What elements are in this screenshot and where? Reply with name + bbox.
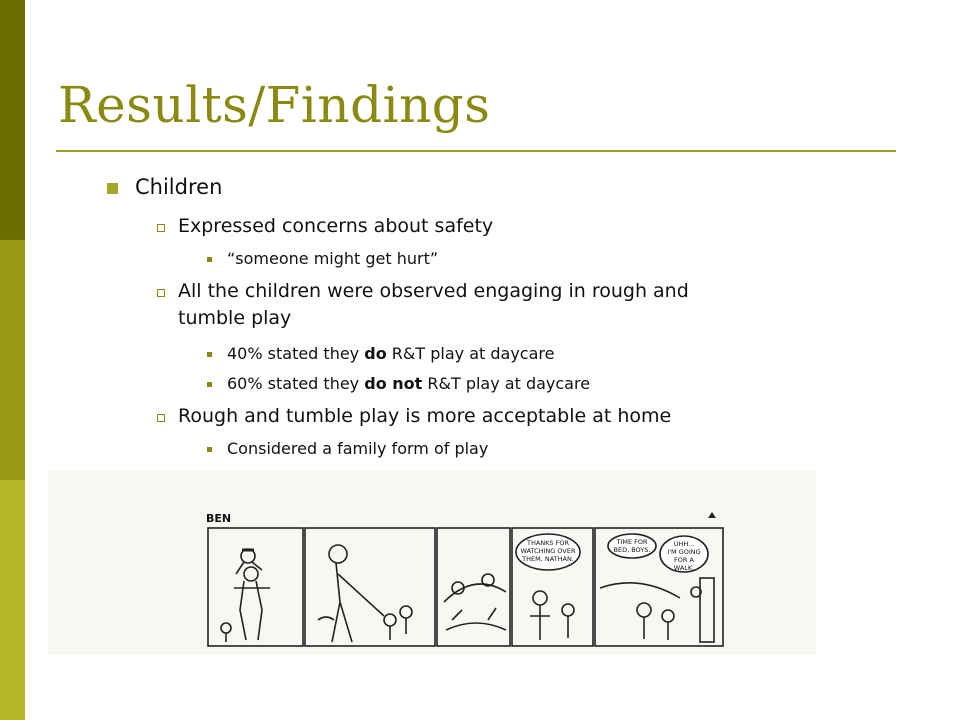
point-observed-line2: tumble play <box>178 307 292 329</box>
comic-speech-bubble-3 <box>660 536 708 572</box>
sub-40-percent: 40% stated they do R&T play at daycare <box>227 344 555 363</box>
small-square-bullet-icon <box>207 447 212 452</box>
hollow-square-bullet-icon <box>157 414 165 422</box>
comic-leaf-icon <box>708 512 716 518</box>
side-bar-middle <box>0 240 25 480</box>
side-bar-top <box>0 0 25 240</box>
small-square-bullet-icon <box>207 382 212 387</box>
svg-text:WATCHING OVER: WATCHING OVER <box>520 547 576 555</box>
title-divider <box>56 150 896 152</box>
sub-family-play: Considered a family form of play <box>227 439 489 458</box>
comic-strip-image <box>48 470 816 655</box>
comic-figure-dad-shoulders <box>221 549 270 642</box>
svg-text:THEM, NATHAN.: THEM, NATHAN. <box>522 555 574 563</box>
small-square-bullet-icon <box>207 352 212 357</box>
comic-strip-title: BEN <box>206 512 232 525</box>
sub-quote: “someone might get hurt” <box>227 249 439 268</box>
sub-60-percent: 60% stated they do not R&T play at daycare <box>227 374 591 393</box>
slide-title: Results/Findings <box>58 76 491 134</box>
side-bar-bottom <box>0 480 25 720</box>
small-square-bullet-icon <box>207 257 212 262</box>
svg-text:I'M GOING: I'M GOING <box>667 548 701 556</box>
svg-text:THANKS FOR: THANKS FOR <box>527 539 569 547</box>
svg-text:BED, BOYS.: BED, BOYS. <box>613 546 651 554</box>
point-home: Rough and tumble play is more acceptable at home <box>178 405 672 427</box>
comic-figure-dad-kids <box>318 545 412 642</box>
svg-text:TIME FOR: TIME FOR <box>616 538 648 546</box>
comic-figure-kids-bed <box>600 578 714 642</box>
square-bullet-icon <box>107 183 118 194</box>
comic-speech-bubble-2 <box>608 534 656 558</box>
hollow-square-bullet-icon <box>157 289 165 297</box>
hollow-square-bullet-icon <box>157 224 165 232</box>
comic-panel-1 <box>208 528 303 646</box>
svg-text:UHH...: UHH... <box>673 540 695 548</box>
comic-speech-bubble-1 <box>516 534 580 640</box>
point-observed-line1: All the children were observed engaging in rough and <box>178 280 689 302</box>
svg-text:FOR A: FOR A <box>674 556 694 564</box>
level1-item: Children <box>135 175 223 199</box>
comic-figure-pile <box>444 574 506 630</box>
svg-text:WALK.: WALK. <box>673 564 695 572</box>
point-safety: Expressed concerns about safety <box>178 215 494 237</box>
comic-panel-2 <box>305 528 435 646</box>
